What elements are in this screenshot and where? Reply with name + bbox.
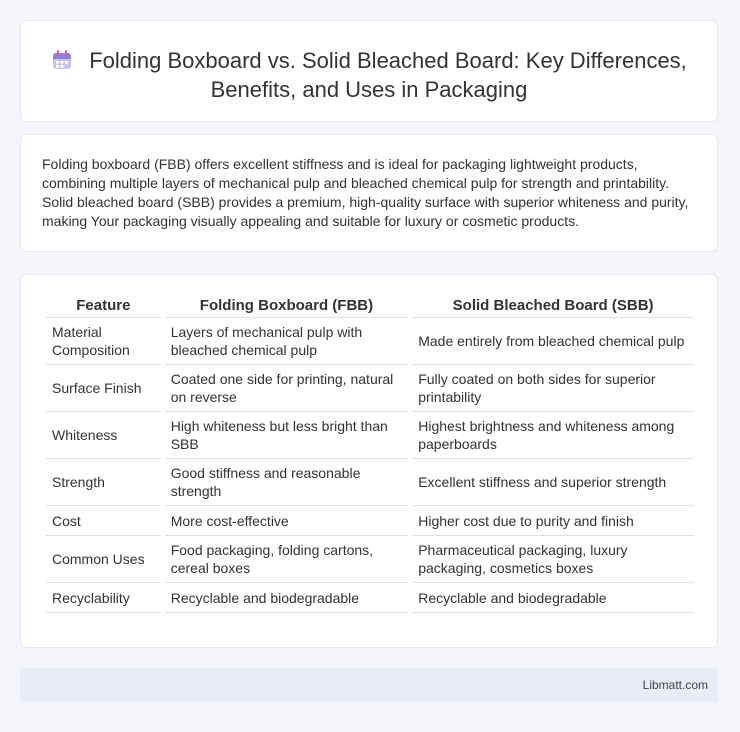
fbb-cell: High whiteness but less bright than SBB (165, 412, 409, 459)
fbb-cell: Layers of mechanical pulp with bleached chemical pulp (165, 318, 409, 365)
table-row (46, 506, 694, 536)
page-title-text: Folding Boxboard vs. Solid Bleached Board: Key Differences, Benefits, and Uses in Packaging (89, 48, 687, 102)
table-row (46, 365, 694, 412)
title-card (20, 20, 718, 122)
fbb-cell: More cost-effective (165, 506, 409, 536)
feature-cell: Common Uses (46, 536, 161, 583)
calendar-icon (51, 49, 73, 71)
fbb-cell: Food packaging, folding cartons, cereal boxes (165, 536, 409, 583)
table-row (46, 536, 694, 583)
feature-cell: Recyclability (46, 583, 161, 613)
feature-cell: Material Composition (46, 318, 161, 365)
intro-paragraph: Folding boxboard (FBB) offers excellent stiffness and is ideal for packaging lightweight products, combining multiple layers of mechanical pulp and bleached chemical pulp for strength and printability. Solid bleached board (SBB) provides a premium, high-quality surface with superior whiteness and purity, making Your packaging visually appealing and suitable for luxury or cosmetic products. (42, 156, 689, 229)
header-sbb: Solid Bleached Board (SBB) (412, 295, 694, 318)
sbb-cell: Highest brightness and whiteness among paperboards (412, 412, 694, 459)
sbb-cell: Made entirely from bleached chemical pulp (412, 318, 694, 365)
table-row (46, 459, 694, 506)
feature-cell: Cost (46, 506, 161, 536)
feature-cell: Strength (46, 459, 161, 506)
sbb-cell: Fully coated on both sides for superior printability (412, 365, 694, 412)
intro-card (20, 134, 718, 252)
comparison-table-card (20, 274, 718, 648)
sbb-cell: Pharmaceutical packaging, luxury packaging, cosmetics boxes (412, 536, 694, 583)
footer-bar (20, 668, 718, 702)
table-row (46, 318, 694, 365)
footer-site-link[interactable]: Libmatt.com (642, 678, 708, 692)
header-feature: Feature (46, 295, 161, 318)
table-row (46, 412, 694, 459)
table-header-row (46, 295, 694, 318)
sbb-cell: Excellent stiffness and superior strength (412, 459, 694, 506)
feature-cell: Whiteness (46, 412, 161, 459)
comparison-table (42, 295, 698, 613)
fbb-cell: Good stiffness and reasonable strength (165, 459, 409, 506)
sbb-cell: Higher cost due to purity and finish (412, 506, 694, 536)
feature-cell: Surface Finish (46, 365, 161, 412)
header-fbb: Folding Boxboard (FBB) (165, 295, 409, 318)
fbb-cell: Recyclable and biodegradable (165, 583, 409, 613)
page-title (21, 46, 717, 104)
table-row (46, 583, 694, 613)
sbb-cell: Recyclable and biodegradable (412, 583, 694, 613)
fbb-cell: Coated one side for printing, natural on reverse (165, 365, 409, 412)
